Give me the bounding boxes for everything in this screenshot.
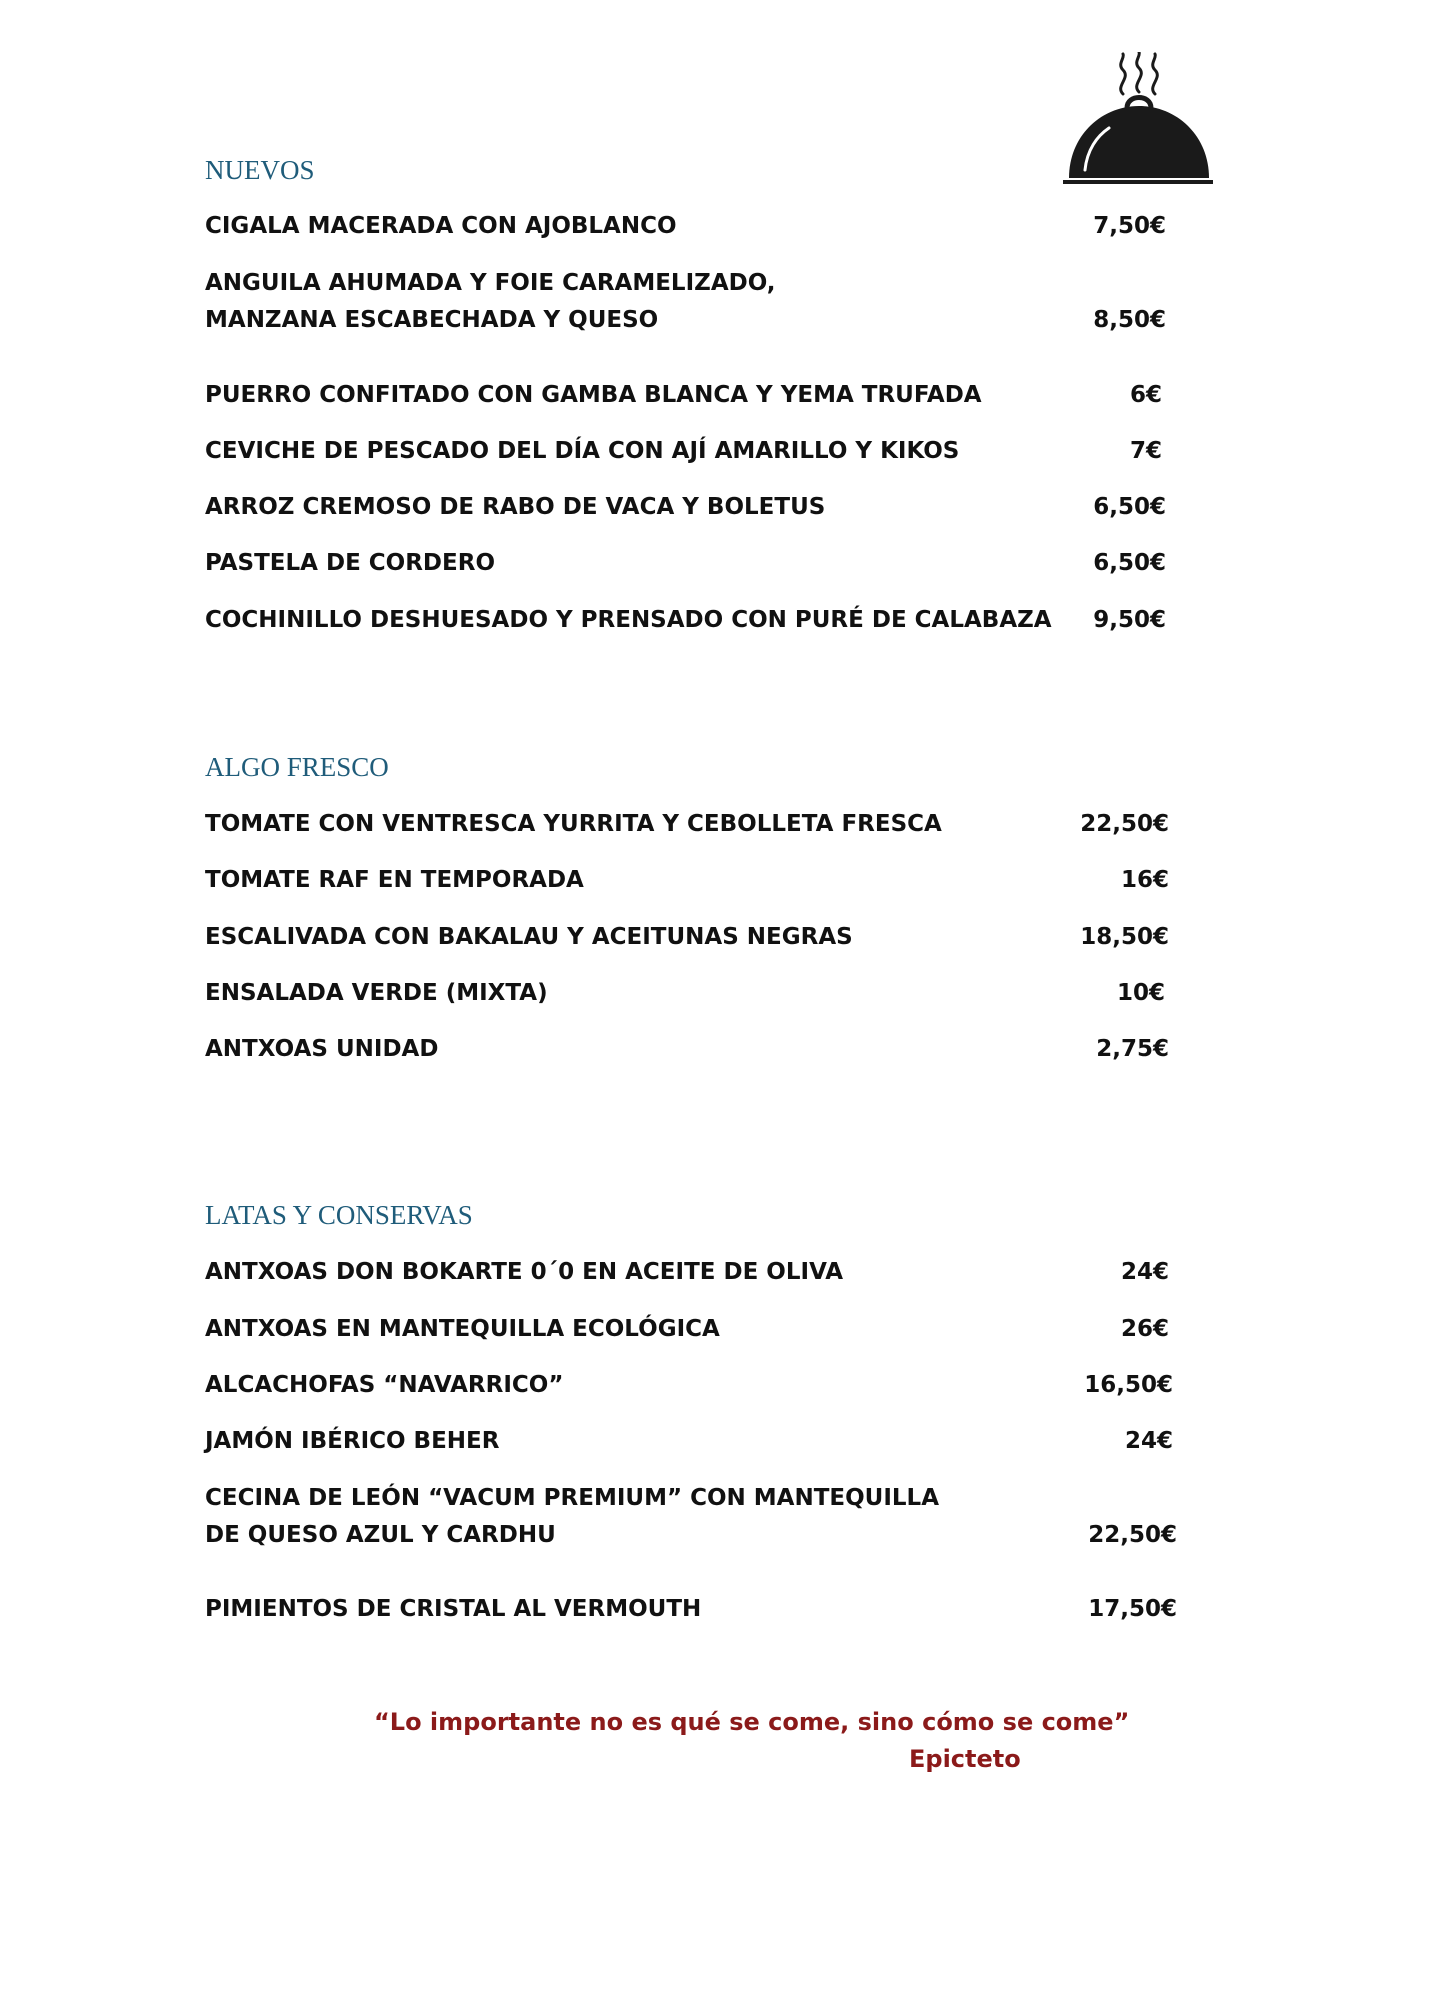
menu-item-name: ESCALIVADA CON BAKALAU Y ACEITUNAS NEGRAS xyxy=(205,924,853,950)
menu-item-name: TOMATE RAF EN TEMPORADA xyxy=(205,867,584,893)
menu-item-price: 6,50€ xyxy=(1093,550,1166,576)
menu-item-name: PASTELA DE CORDERO xyxy=(205,550,495,576)
section-title-latas-y-conservas: LATAS Y CONSERVAS xyxy=(205,1200,473,1230)
menu-item-price: 16,50€ xyxy=(1084,1372,1173,1398)
footer-quote-author: Epicteto xyxy=(909,1745,1021,1773)
menu-item-price: 2,75€ xyxy=(1096,1036,1169,1062)
menu-item-price: 9,50€ xyxy=(1093,607,1166,633)
menu-item-price: 22,50€ xyxy=(1088,1522,1177,1548)
menu-item-price: 24€ xyxy=(1124,1428,1173,1454)
menu-item-price: 16€ xyxy=(1120,867,1169,893)
menu-item-name: PUERRO CONFITADO CON GAMBA BLANCA Y YEMA TRUFADA xyxy=(205,382,982,408)
menu-item-name: ANTXOAS UNIDAD xyxy=(205,1036,439,1062)
menu-item-price: 10€ xyxy=(1116,980,1165,1006)
section-title-algo-fresco: ALGO FRESCO xyxy=(205,752,389,782)
menu-item-name: COCHINILLO DESHUESADO Y PRENSADO CON PURÉ DE CALABAZA xyxy=(205,607,1052,633)
menu-item-name: ALCACHOFAS “NAVARRICO” xyxy=(205,1372,564,1398)
menu-item-name: CECINA DE LEÓN “VACUM PREMIUM” CON MANTEQUILLA DE QUESO AZUL Y CARDHU xyxy=(205,1485,940,1548)
menu-item-price: 17,50€ xyxy=(1088,1596,1177,1622)
menu-item-name: ENSALADA VERDE (MIXTA) xyxy=(205,980,548,1006)
menu-item-price: 18,50€ xyxy=(1080,924,1169,950)
menu-item-price: 24€ xyxy=(1120,1259,1169,1285)
menu-item-name: TOMATE CON VENTRESCA YURRITA Y CEBOLLETA FRESCA xyxy=(205,811,942,837)
menu-item-name: CEVICHE DE PESCADO DEL DÍA CON AJÍ AMARILLO Y KIKOS xyxy=(205,438,960,464)
menu-item-name: CIGALA MACERADA CON AJOBLANCO xyxy=(205,213,677,239)
menu-item-name: ANTXOAS DON BOKARTE 0´0 EN ACEITE DE OLIVA xyxy=(205,1259,844,1285)
menu-item-price: 7€ xyxy=(1129,438,1162,464)
menu-item-price: 22,50€ xyxy=(1080,811,1169,837)
menu-item-name: ANTXOAS EN MANTEQUILLA ECOLÓGICA xyxy=(205,1316,720,1342)
menu-item-price: 26€ xyxy=(1120,1316,1169,1342)
food-cloche-icon xyxy=(1063,52,1213,188)
menu-item-name: PIMIENTOS DE CRISTAL AL VERMOUTH xyxy=(205,1596,702,1622)
menu-item-name: ARROZ CREMOSO DE RABO DE VACA Y BOLETUS xyxy=(205,494,826,520)
section-title-nuevos: NUEVOS xyxy=(205,155,315,185)
menu-item-price: 6,50€ xyxy=(1093,494,1166,520)
menu-item-price: 7,50€ xyxy=(1093,213,1166,239)
menu-item-price: 6€ xyxy=(1129,382,1162,408)
footer-quote: “Lo importante no es qué se come, sino cómo se come” xyxy=(374,1708,1130,1736)
menu-item-price: 8,50€ xyxy=(1093,307,1166,333)
menu-item-name: ANGUILA AHUMADA Y FOIE CARAMELIZADO, MANZANA ESCABECHADA Y QUESO xyxy=(205,270,776,333)
menu-item-name: JAMÓN IBÉRICO BEHER xyxy=(205,1428,500,1454)
